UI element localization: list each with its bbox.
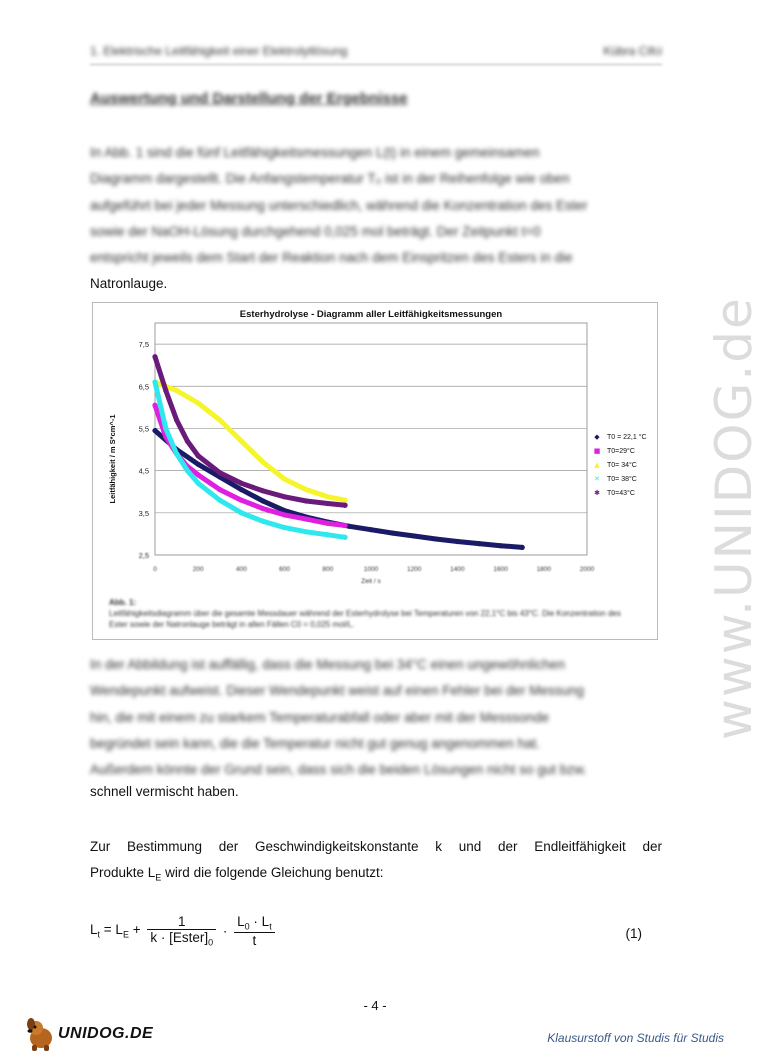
discussion-line: begründet sein kann, die die Temperatur nicht gut genug angenommen hat. [90,735,541,751]
caption-label: Abb. 1: [109,598,137,607]
equation-1: $L_t = L_E$ + $\frac{1}{k \cdot [Ester]_0}$ · $\frac{L_0 \cdot L_t}{t}$ (1) [90,914,642,948]
logo-text: UNIDOG.DE [58,1025,154,1042]
caption-text: Leitfähigkeitsdiagramm über die gesamte Messdauer während der Esterhydrolyse bei Temperaturen von 22,1°C bis 43°C. Die Konzentration des Ester sowie der Natronlauge beträgt in allen Fällen C0 = 0,025 mol/L. [109,609,621,629]
intro-line: aufgeführt bei jeder Messung unterschiedlich, während die Konzentration des Ester [90,197,588,213]
k-line-1: Zur Bestimmung der Geschwindigkeitskonstante k und der Endleitfähigkeit der [90,839,662,854]
data-point [455,539,460,544]
x-tick-label: 400 [235,566,247,573]
x-tick-label: 600 [279,566,291,573]
data-point [342,523,347,528]
data-point [152,428,157,433]
x-tick-label: 200 [192,566,204,573]
data-point [342,535,347,540]
data-point [282,494,287,499]
data-point [196,453,201,458]
y-tick-label: 7,5 [138,340,149,350]
data-point [239,439,244,444]
watermark: www.UNIDOG.de [705,296,763,740]
x-tick-label: 1000 [363,566,379,573]
legend-label: T0 = 22,1 °C [607,434,647,441]
legend-label: T0= 34°C [607,462,637,469]
data-point [239,487,244,492]
data-point [163,426,168,431]
data-point [342,503,347,508]
data-point [185,468,190,473]
k-line-2: Produkte $L_E$ wird die folgende Gleichung benutzt: [90,865,384,883]
conductivity-chart [93,303,657,639]
data-point [390,530,395,535]
data-point [260,519,265,524]
data-point [239,498,244,503]
x-tick-label: 800 [322,566,334,573]
rate-constant-paragraph [90,834,662,891]
data-point [304,517,309,522]
discussion-paragraph [90,652,662,783]
x-tick-label: 1600 [493,566,508,573]
data-point [412,533,417,538]
legend-marker: ■ [593,447,601,455]
discussion-line: Wendepunkt aufweist. Dieser Wendepunkt weist auf einen Fehler bei der Messung [90,683,585,699]
y-tick-label: 6,5 [138,382,149,392]
data-point [163,388,168,393]
discussion-line: hin, die mit einem zu starkem Temperaturabfall oder aber mit der Messsonde [90,709,549,725]
legend-marker: ✱ [594,489,600,497]
header-rule [90,64,662,65]
data-point [260,498,265,503]
data-point [260,460,265,465]
figure-caption [109,597,629,630]
data-point [152,354,157,359]
data-point [325,501,330,506]
data-point [196,472,201,477]
intro-paragraph [90,140,662,298]
data-point [368,527,373,532]
footer-slogan: Klausurstoff von Studis für Studis [547,1031,724,1045]
data-point [260,488,265,493]
data-point [217,487,222,492]
x-tick-label: 1200 [406,566,422,573]
data-point [304,487,309,492]
equation-number: (1) [625,926,642,941]
data-point [196,481,201,486]
data-point [520,545,525,550]
x-tick-label: 1400 [450,566,465,573]
intro-line: entspricht jeweils dem Start der Reaktion nach dem Einspritzen des Esters in die [90,250,573,266]
legend-label: T0=29°C [607,448,635,455]
y-tick-label: 2,5 [138,551,149,560]
data-point [174,388,179,393]
dog-icon [24,1016,58,1052]
page-number: - 4 - [363,998,387,1013]
header-left: 1. Elektrische Leitfähigkeit einer Elektrolytlösung [90,44,348,58]
fraction-2: $\frac{L_0 \cdot L_t}{t}$ [234,914,275,948]
data-point [342,498,347,503]
section-title: Auswertung und Darstellung der Ergebnisse [90,90,408,107]
x-tick-label: 2000 [579,566,595,573]
header-right: Kübra Cifci [603,44,662,58]
data-point [325,494,330,499]
data-point [152,403,157,408]
discussion-clear-line: schnell vermischt haben. [90,784,239,799]
unidog-logo [24,1016,154,1052]
data-point [304,498,309,503]
data-point [174,417,179,422]
intro-clear-line: Natronlauge. [90,276,168,292]
y-tick-label: 4,5 [138,466,149,476]
data-point [282,512,287,517]
data-point [196,401,201,406]
data-point [476,541,481,546]
data-point [498,543,503,548]
chart-figure [92,302,658,640]
data-point [239,510,244,515]
data-point [304,529,309,534]
data-point [217,470,222,475]
intro-line: Diagramm dargestellt. Die Anfangstemperatur T₀ ist in der Reihenfolge wie oben [90,171,570,187]
legend-marker: ◆ [594,433,600,441]
data-point [325,521,330,526]
data-point [152,379,157,384]
x-tick-label: 0 [153,566,157,573]
data-point [433,536,438,541]
discussion-line: Außerdem könnte der Grund sein, dass sich die beiden Lösungen nicht so gut bzw. [90,762,587,778]
chart-title: Esterhydrolyse - Diagramm aller Leitfähigkeitsmessungen [239,309,503,320]
data-point [282,525,287,530]
data-point [282,476,287,481]
y-tick-label: 5,5 [138,424,149,434]
data-point [174,451,179,456]
data-point [239,481,244,486]
legend-marker: ▲ [594,461,600,469]
fraction-1: $\frac{1}{k \cdot [Ester]_0}$ [147,914,216,948]
data-point [260,506,265,511]
y-tick-label: 3,5 [138,508,149,518]
data-point [185,439,190,444]
legend-marker: ✕ [594,475,600,483]
discussion-line: In der Abbildung ist auffällig, dass die Messung bei 34°C einen ungewöhnlichen [90,657,565,672]
legend-label: T0= 38°C [607,476,637,483]
data-point [196,462,201,467]
data-point [217,498,222,503]
x-axis-label: Zeit / s [361,578,381,585]
intro-line: sowie der NaOH-Lösung durchgehend 0,025 mol beträgt. Der Zeitpunkt t=0 [90,223,541,239]
data-point [217,417,222,422]
x-tick-label: 1800 [536,566,552,573]
intro-line: In Abb. 1 sind die fünf Leitfähigkeitsmessungen L(t) in einem gemeinsamen [90,145,540,160]
y-axis-label: Leitfähigkeit / m S*cm^-1 [108,414,117,504]
data-point [325,532,330,537]
legend-label: T0=43°C [607,490,635,497]
plot-area [155,323,587,555]
data-point [347,524,352,529]
